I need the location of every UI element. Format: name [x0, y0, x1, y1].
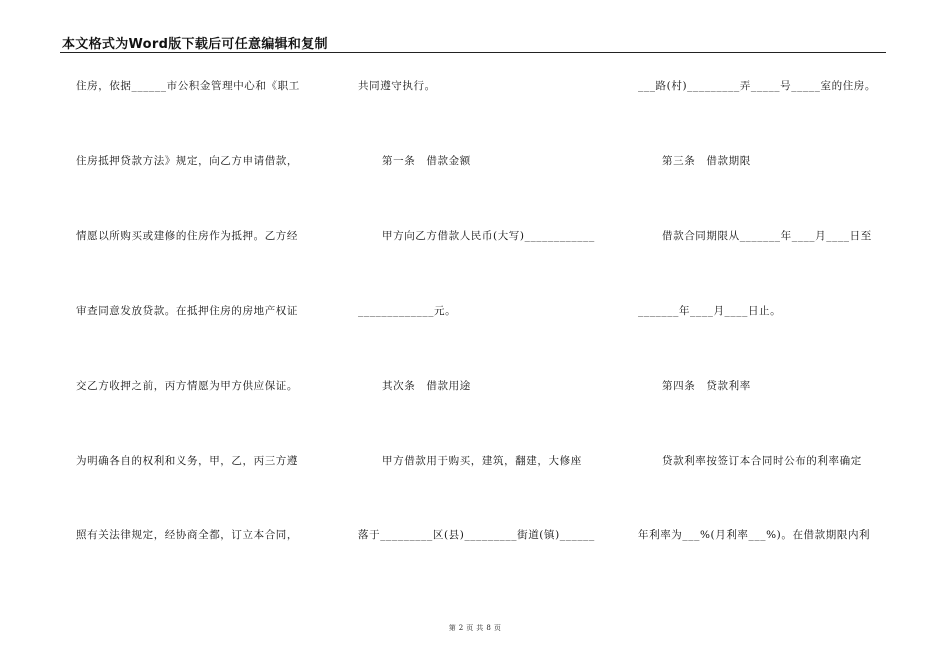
- article-heading: 其次条 借款用途: [382, 380, 471, 392]
- article-heading: 第一条 借款金额: [382, 155, 471, 167]
- text-line: 甲方向乙方借款人民币(大写)____________: [382, 230, 595, 242]
- text-line: 住房，依据______市公积金管理中心和《职工: [76, 80, 300, 92]
- text-line: 情愿以所购买或建修的住房作为抵押。乙方经: [76, 230, 298, 242]
- text-line: 年利率为___%(月利率___%)。在借款期限内利: [638, 529, 871, 541]
- text-line: 共同遵守执行。: [358, 80, 436, 92]
- article-heading: 第三条 借款期限: [662, 155, 751, 167]
- text-line: 住房抵押贷款方法》规定，向乙方申请借款，: [76, 155, 298, 167]
- page-number: 第 2 页 共 8 页: [448, 624, 502, 632]
- text-line: 贷款利率按签订本合同时公布的利率确定: [662, 455, 862, 467]
- text-line: 甲方借款用于购买，建筑，翻建，大修座: [382, 455, 582, 467]
- article-heading: 第四条 贷款利率: [662, 380, 751, 392]
- text-line: ___路(村)_________弄_____号_____室的住房。: [638, 80, 876, 92]
- text-line: 落于_________区(县)_________街道(镇)______: [358, 529, 595, 541]
- document-header-title: 本文格式为Word版下载后可任意编辑和复制: [62, 37, 328, 52]
- text-line: _____________元。: [358, 305, 457, 317]
- text-line: 为明确各自的权利和义务，甲，乙，丙三方遵: [76, 455, 298, 467]
- text-line: 照有关法律规定，经协商全都，订立本合同，: [76, 529, 298, 541]
- text-line: 交乙方收押之前，丙方情愿为甲方供应保证。: [76, 380, 298, 392]
- header-divider: [60, 52, 886, 53]
- text-line: _______年____月____日止。: [638, 305, 782, 317]
- text-line: 借款合同期限从_______年____月____日至: [662, 230, 872, 242]
- text-line: 审查同意发放贷款。在抵押住房的房地产权证: [76, 305, 298, 317]
